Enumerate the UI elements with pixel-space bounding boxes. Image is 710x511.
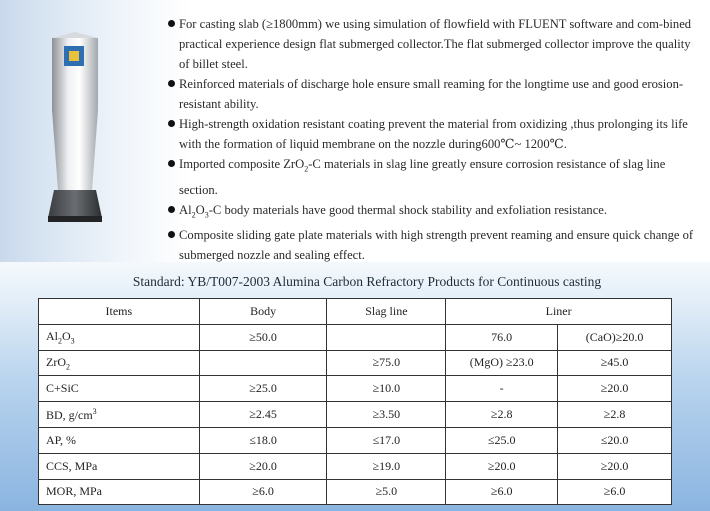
row-item: $Al_2O_3$ (39, 324, 200, 350)
cell-liner-1: (MgO) ≥23.0 (446, 350, 558, 376)
row-item: AP, % (39, 427, 200, 453)
properties-table (38, 298, 672, 505)
bullet-icon (168, 80, 175, 87)
list-item: Composite sliding gate plate materials with high strength prevent reaming and ensure quick change of submerged nozzle and sealing effect. (168, 225, 698, 265)
cell-slag: ≥5.0 (327, 479, 446, 505)
cell-liner-2: (CaO)≥20.0 (558, 324, 672, 350)
bullet-icon (168, 206, 175, 213)
row-item: BD, $g/cm^3$ (39, 402, 200, 428)
row-item: MOR, MPa (39, 479, 200, 505)
cell-body: ≥25.0 (199, 376, 327, 402)
cell-liner-1: ≥2.8 (446, 402, 558, 428)
cell-liner-2: ≥20.0 (558, 376, 672, 402)
bullet-icon (168, 231, 175, 238)
cell-liner-1: ≤25.0 (446, 427, 558, 453)
table-row (39, 324, 672, 350)
header-liner: Liner (446, 299, 672, 325)
list-item: High-strength oxidation resistant coating prevent the material from oxidizing ,thus prolonging its life with the formation of liquid membrane on the nozzle during600℃~ 1200℃. (168, 114, 698, 154)
row-item: C+SiC (39, 376, 200, 402)
table-row (39, 350, 672, 376)
header-slag-line: Slag line (327, 299, 446, 325)
cell-liner-2: ≥20.0 (558, 453, 672, 479)
cell-body: ≥6.0 (199, 479, 327, 505)
header-items: Items (39, 299, 200, 325)
table-header-row (39, 299, 672, 325)
cell-liner-2: ≥6.0 (558, 479, 672, 505)
cell-slag: ≥3.50 (327, 402, 446, 428)
bullet-icon (168, 160, 175, 167)
cell-body (199, 350, 327, 376)
table-row (39, 427, 672, 453)
cell-slag (327, 324, 446, 350)
bullet-icon (168, 120, 175, 127)
standard-title: Standard: YB/T007-2003 Alumina Carbon Refractory Products for Continuous casting (132, 274, 602, 289)
list-item: $Al_2O_3-C$ body materials have good thermal shock stability and exfoliation resistance. (168, 200, 698, 226)
cell-liner-2: ≥45.0 (558, 350, 672, 376)
cell-slag: ≤17.0 (327, 427, 446, 453)
feature-list (168, 14, 698, 265)
cell-liner-1: 76.0 (446, 324, 558, 350)
table-row (39, 376, 672, 402)
cell-liner-2: ≥2.8 (558, 402, 672, 428)
table-row (39, 479, 672, 505)
cell-liner-1: ≥6.0 (446, 479, 558, 505)
submerged-nozzle-image (40, 30, 110, 235)
cell-slag: ≥19.0 (327, 453, 446, 479)
header-body: Body (199, 299, 327, 325)
table-row (39, 402, 672, 428)
row-item: CCS, MPa (39, 453, 200, 479)
cell-slag: ≥10.0 (327, 376, 446, 402)
cell-body: ≥20.0 (199, 453, 327, 479)
cell-body: ≥50.0 (199, 324, 327, 350)
cell-body: ≥2.45 (199, 402, 327, 428)
cell-liner-2: ≤20.0 (558, 427, 672, 453)
bullet-icon (168, 20, 175, 27)
list-item: Imported composite ZrO$_2$-C materials in slag line greatly ensure corrosion resistance of slag line section. (168, 154, 698, 200)
row-item: ZrO$_2$ (39, 350, 200, 376)
table-row (39, 453, 672, 479)
cell-liner-1: ≥20.0 (446, 453, 558, 479)
list-item: Reinforced materials of discharge hole ensure small reaming for the longtime use and good erosion-resistant ability. (168, 74, 698, 114)
cell-liner-1: - (446, 376, 558, 402)
cell-slag: ≥75.0 (327, 350, 446, 376)
cell-body: ≤18.0 (199, 427, 327, 453)
list-item: For casting slab (≥1800mm) we using simulation of flowfield with FLUENT software and com-bined practical experience design flat submerged collector.The flat submerged collector improve the quality of billet steel. (168, 14, 698, 74)
